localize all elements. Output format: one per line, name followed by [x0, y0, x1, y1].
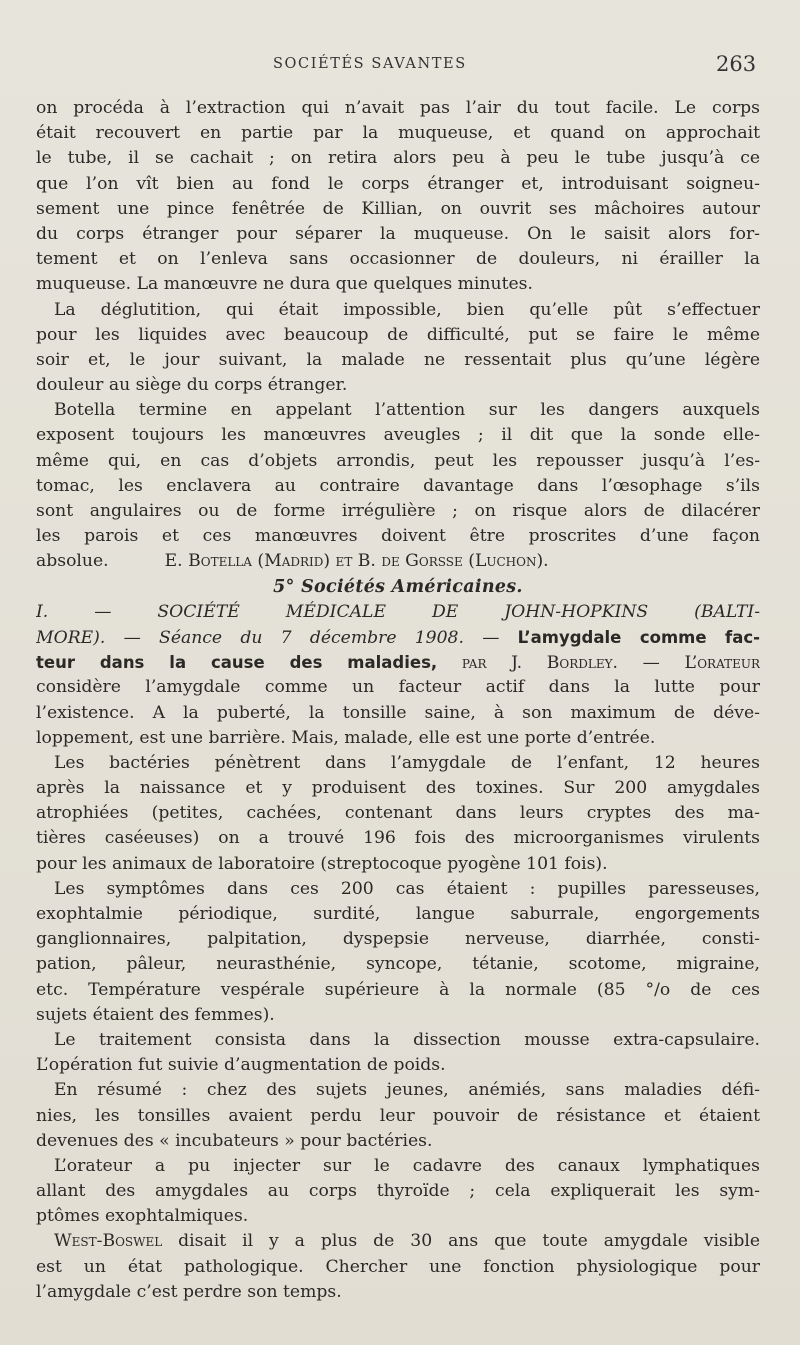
- text-line: douleur au siège du corps étranger.: [36, 375, 348, 396]
- west-boswel-line-1: [36, 1229, 760, 1254]
- text-line: etc. Température vespérale supérieure à la normale (85 °/o de ces: [36, 979, 760, 1000]
- article-title-part-2: teur dans la cause des maladies,: [36, 653, 438, 673]
- text-line: était recouvert en partie par la muqueuse, et quand on approchait: [36, 123, 760, 144]
- text-line: l’amygdale c’est perdre son temps.: [36, 1281, 342, 1302]
- meeting-line-3: [36, 650, 760, 675]
- text-line: sement une pince fenêtrée de Killian, on ouvrit ses mâchoires autour: [36, 198, 760, 219]
- text-line: même qui, en cas d’objets arrondis, peut les repousser jusqu’à l’es-: [36, 450, 760, 471]
- text-line: Les symptômes dans ces 200 cas étaient : pupilles paresseuses,: [54, 878, 760, 899]
- section-title: 5° Sociétés Américaines.: [273, 576, 523, 597]
- text-line: après la naissance et y produisent des toxines. Sur 200 amygdales: [36, 778, 760, 799]
- running-head: SOCIÉTÉS SAVANTES: [273, 56, 467, 72]
- text-line: exposent toujours les manœuvres aveugles ; il dit que la sonde elle-: [36, 425, 760, 446]
- text-line: pation, pâleur, neurasthénie, syncope, tétanie, scotome, migraine,: [36, 954, 760, 975]
- west-boswel-text: disait il y a plus de 30 ans que toute amygdale visible: [178, 1231, 760, 1252]
- text-line: le tube, il se cachait ; on retira alors peu à peu le tube jusqu’à ce: [36, 148, 760, 169]
- text-line: pour les animaux de laboratoire (streptocoque pyogène 101 fois).: [36, 853, 608, 874]
- text-line: Les bactéries pénètrent dans l’amygdale de l’enfant, 12 heures: [54, 752, 760, 773]
- text-line: L’orateur a pu injecter sur le cadavre des canaux lymphatiques: [54, 1155, 760, 1176]
- signature-word: absolue.: [36, 551, 109, 572]
- meeting-date: — Séance du 7 décembre 1908. —: [123, 627, 500, 648]
- text-line: exophtalmie périodique, surdité, langue saburrale, engorgements: [36, 904, 760, 924]
- text-line: Le traitement consista dans la dissection mousse extra-capsulaire.: [54, 1029, 760, 1050]
- text-line: tomac, les enclavera au contraire davantage dans l’œsophage s’ils: [36, 475, 760, 496]
- text-line: L’opération fut suivie d’augmentation de poids.: [36, 1055, 446, 1076]
- text-line: En résumé : chez des sujets jeunes, anémiés, sans maladies défi-: [54, 1080, 760, 1101]
- text-line: Botella termine en appelant l’attention sur les dangers auxquels: [54, 400, 760, 421]
- page-number: 263: [716, 52, 757, 76]
- page-header: [0, 52, 800, 82]
- text-line: ganglionnaires, palpitation, dyspepsie nerveuse, diarrhée, consti-: [36, 929, 760, 950]
- text-line: que l’on vît bien au fond le corps étranger et, introduisant soigneu-: [36, 173, 760, 194]
- text-line: devenues des « incubateurs » pour bactéries.: [36, 1130, 433, 1151]
- article-title-part-1: L’amygdale comme fac-: [517, 627, 760, 647]
- text-line: pour les liquides avec beaucoup de difficulté, put se faire le même: [36, 324, 760, 345]
- text-line: sont angulaires ou de forme irrégulière ; on risque alors de dilacérer: [36, 501, 760, 521]
- signature-line: [36, 549, 760, 574]
- text-line: tement et on l’enleva sans occasionner de douleurs, ni érailler la: [36, 249, 760, 270]
- text-line: soir et, le jour suivant, la malade ne ressentait plus qu’une légère: [36, 349, 760, 370]
- meeting-city: MORE).: [36, 627, 106, 648]
- text-line: sujets étaient des femmes).: [36, 1004, 275, 1025]
- text-line: les parois et ces manœuvres doivent être proscrites d’une façon: [36, 526, 760, 547]
- body-text: [36, 96, 760, 1305]
- text-line: muqueuse. La manœuvre ne dura que quelques minutes.: [36, 274, 533, 295]
- meeting-society: I. — SOCIÉTÉ MÉDICALE DE JOHN-HOPKINS (BALTI-: [36, 601, 760, 622]
- article-author: par J. Bordley. — L’orateur: [461, 653, 760, 674]
- text-line: tières caséeuses) on a trouvé 196 fois des microorganismes virulents: [36, 828, 760, 849]
- meeting-line-2: [36, 625, 760, 650]
- text-line: considère l’amygdale comme un facteur actif dans la lutte pour: [36, 677, 760, 698]
- text-line: du corps étranger pour séparer la muqueuse. On le saisit alors for-: [36, 223, 760, 244]
- signature-authors: E. Botella (Madrid) et B. de Gorsse (Luchon).: [164, 551, 549, 572]
- west-boswel-name: West-Boswel: [54, 1231, 163, 1252]
- text-line: ptômes exophtalmiques.: [36, 1206, 249, 1227]
- text-line: on procéda à l’extraction qui n’avait pas l’air du tout facile. Le corps: [36, 98, 760, 118]
- text-line: nies, les tonsilles avaient perdu leur pouvoir de résistance et étaient: [36, 1105, 760, 1126]
- text-line: est un état pathologique. Chercher une fonction physiologique pour: [36, 1256, 760, 1277]
- text-line: atrophiées (petites, cachées, contenant dans leurs cryptes des ma-: [36, 803, 760, 824]
- text-line: allant des amygdales au corps thyroïde ; cela expliquerait les sym-: [36, 1181, 760, 1202]
- text-line: La déglutition, qui était impossible, bien qu’elle pût s’effectuer: [54, 299, 760, 320]
- text-line: l’existence. A la puberté, la tonsille saine, à son maximum de déve-: [36, 702, 760, 723]
- text-line: loppement, est une barrière. Mais, malade, elle est une porte d’entrée.: [36, 727, 656, 748]
